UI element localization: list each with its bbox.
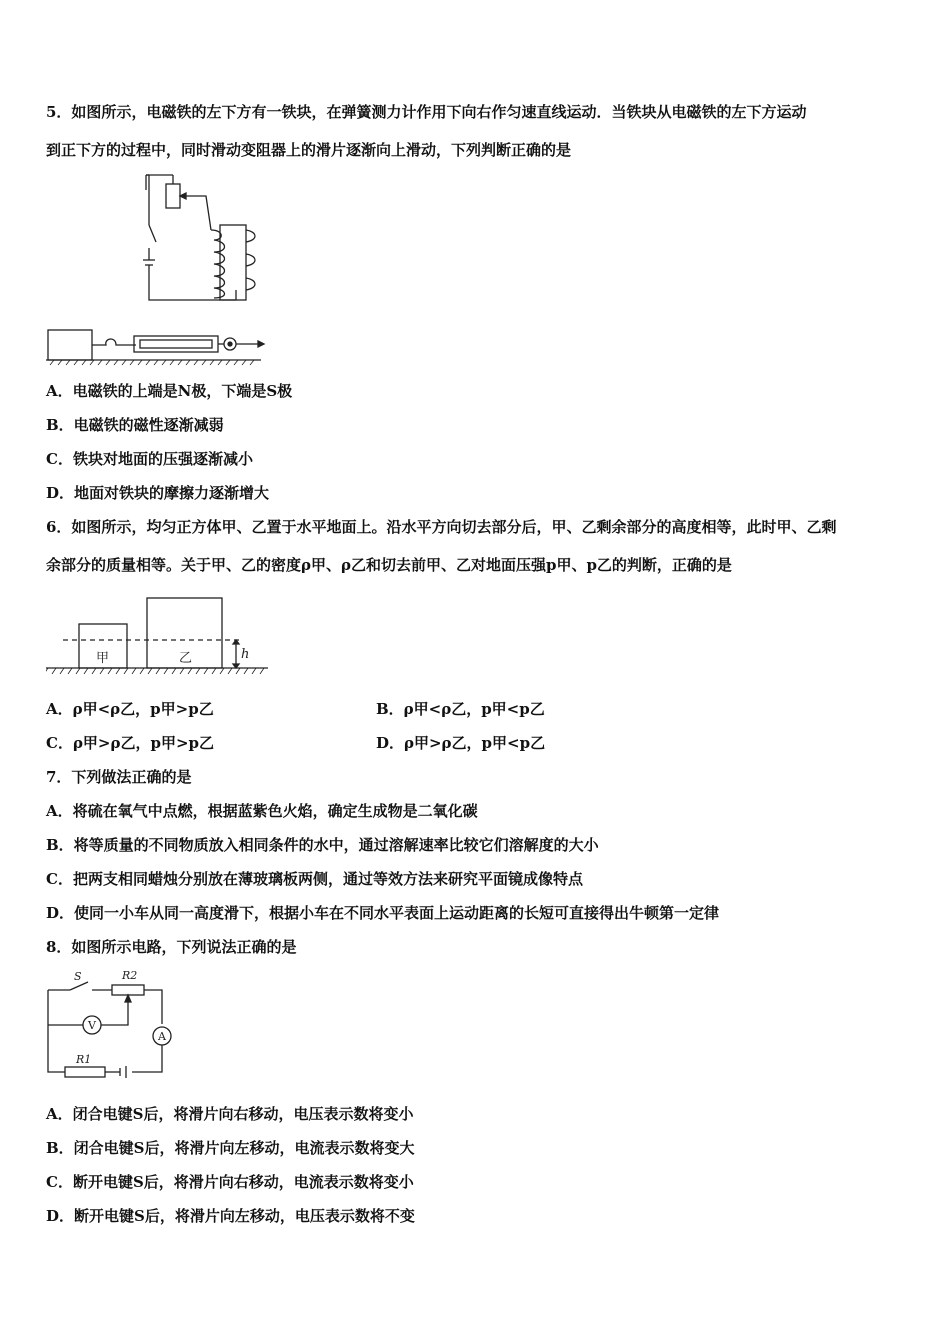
- q6-label-yi: 乙: [179, 651, 193, 666]
- q5-stem-line2: 到正下方的过程中，同时滑动变阻器上的滑片逐渐向上滑动，下列判断正确的是: [46, 141, 572, 159]
- q6-stem-line2: 余部分的质量相等。关于甲、乙的密度ρ甲、ρ乙和切去前甲、乙对地面压强p甲、p乙的判断，正确的是: [46, 556, 732, 574]
- q7-option-d[interactable]: D．使同一小车从同一高度滑下，根据小车在不同水平表面上运动距离的长短可直接得出牛顿第一定律: [46, 904, 720, 922]
- q6-label-h: h: [241, 647, 250, 662]
- q8-option-c[interactable]: C．断开电键S后，将滑片向右移动，电流表示数将变小: [46, 1173, 414, 1191]
- q8-label-s: S: [74, 970, 82, 983]
- q8-label-r1: R1: [76, 1053, 92, 1066]
- q8-label-a: A: [158, 1030, 166, 1043]
- q6-option-b[interactable]: B．ρ甲<ρ乙，p甲<p乙: [376, 700, 545, 718]
- q7-option-c[interactable]: C．把两支相同蜡烛分别放在薄玻璃板两侧，通过等效方法来研究平面镜成像特点: [46, 870, 583, 888]
- q5-option-b[interactable]: B．电磁铁的磁性逐渐减弱: [46, 416, 224, 434]
- q6-option-c[interactable]: C．ρ甲>ρ乙，p甲>p乙: [46, 734, 215, 752]
- q7-option-b[interactable]: B．将等质量的不同物质放入相同条件的水中，通过溶解速率比较它们溶解度的大小: [46, 836, 599, 854]
- q6-option-a[interactable]: A．ρ甲<ρ乙，p甲>p乙: [46, 700, 214, 718]
- q8-option-b[interactable]: B．闭合电键S后，将滑片向左移动，电流表示数将变大: [46, 1139, 415, 1157]
- q8-figure: [40, 966, 180, 1086]
- q5-figure: [46, 170, 266, 370]
- q6-option-d[interactable]: D．ρ甲>ρ乙，p甲<p乙: [376, 734, 546, 752]
- q6-label-jia: 甲: [96, 651, 110, 666]
- q8-option-a[interactable]: A．闭合电键S后，将滑片向右移动，电压表示数将变小: [46, 1105, 414, 1123]
- q8-label-r2: R2: [122, 969, 138, 982]
- q8-stem: 8．如图所示电路，下列说法正确的是: [46, 938, 297, 956]
- q6-figure: [46, 592, 271, 682]
- q6-stem-line1: 6．如图所示，均匀正方体甲、乙置于水平地面上。沿水平方向切去部分后，甲、乙剩余部分的高度相等，此时甲、乙剩: [46, 518, 837, 536]
- q8-label-v: V: [88, 1019, 96, 1032]
- q8-option-d[interactable]: D．断开电键S后，将滑片向左移动，电压表示数将不变: [46, 1207, 415, 1225]
- q5-option-c[interactable]: C．铁块对地面的压强逐渐减小: [46, 450, 253, 468]
- q5-option-d[interactable]: D．地面对铁块的摩擦力逐渐增大: [46, 484, 270, 502]
- q7-option-a[interactable]: A．将硫在氧气中点燃，根据蓝紫色火焰，确定生成物是二氧化碳: [46, 802, 478, 820]
- q5-stem-line1: 5．如图所示，电磁铁的左下方有一铁块，在弹簧测力计作用下向右作匀速直线运动．当铁块从电磁铁的左下方运动: [46, 103, 807, 121]
- q5-option-a[interactable]: A．电磁铁的上端是N极，下端是S极: [46, 382, 293, 400]
- q7-stem: 7．下列做法正确的是: [46, 768, 192, 786]
